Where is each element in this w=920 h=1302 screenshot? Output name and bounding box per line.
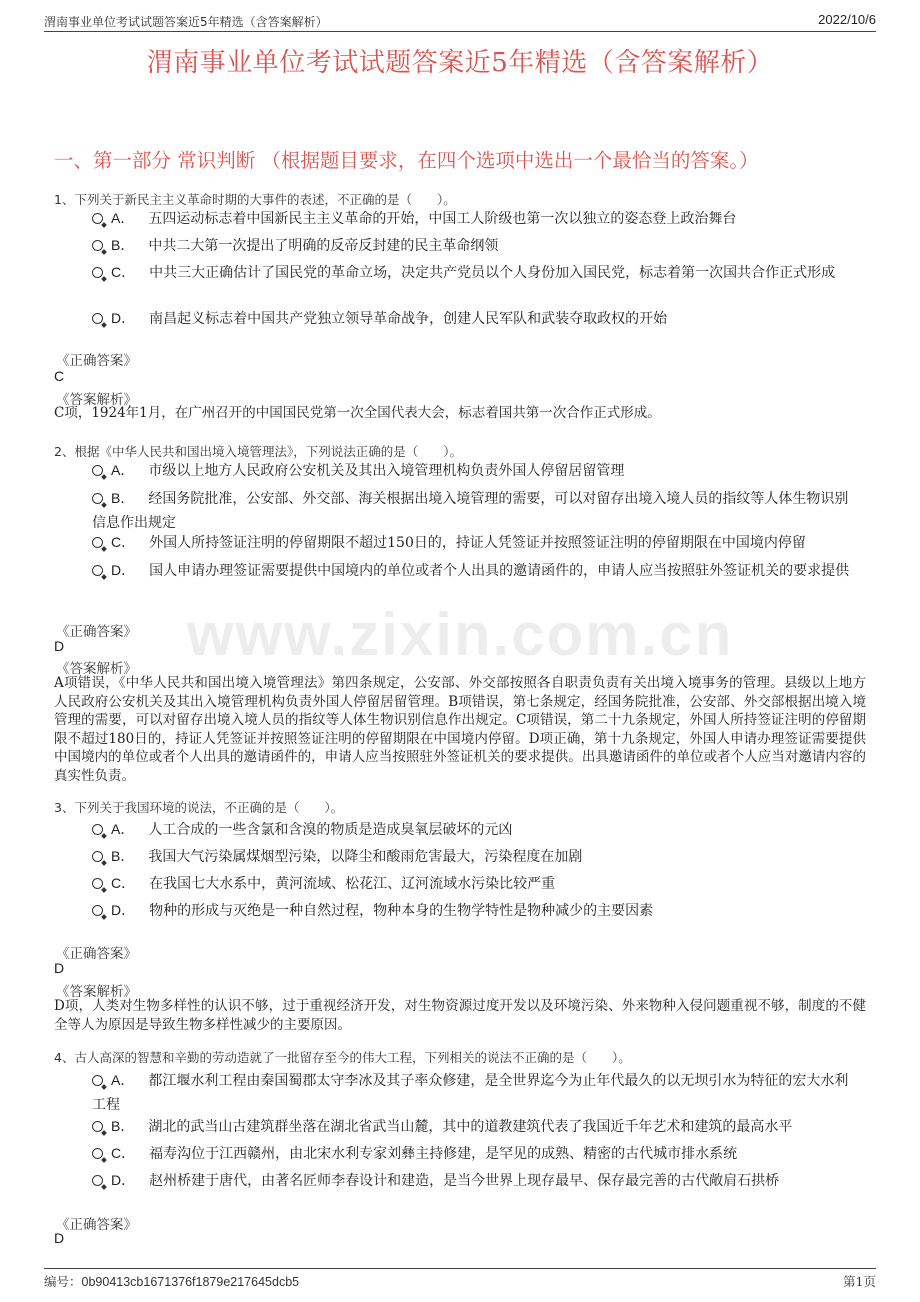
question-stem: 2、根据《中华人民共和国出境入境管理法》，下列说法正确的是（ ）。 xyxy=(54,444,462,459)
radio-icon[interactable] xyxy=(92,905,103,916)
radio-icon[interactable] xyxy=(92,1121,103,1132)
document-code xyxy=(44,1272,299,1290)
option-c[interactable]: C． 中共三大正确估计了国民党的革命立场，决定共产党员以个人身份加入国民党，标志着第一次国共合作正式形成 xyxy=(92,260,862,285)
document-code-value: 0b90413cb1671376f1879e217645dcb5 xyxy=(81,1275,300,1289)
header-date: 2022/10/6 xyxy=(818,12,876,27)
analysis-label: 《答案解析》 xyxy=(56,661,137,677)
correct-answer-label: 《正确答案》 xyxy=(56,1217,137,1233)
option-a[interactable]: A． 五四运动标志着中国新民主主义革命的开始，中国工人阶级也第一次以独立的姿态登上政治舞台 xyxy=(92,206,862,231)
page-footer xyxy=(44,1272,876,1290)
correct-answer: C xyxy=(54,368,65,384)
radio-icon[interactable] xyxy=(92,1175,103,1186)
radio-icon[interactable] xyxy=(92,313,103,324)
page-number: 第1页 xyxy=(843,1274,876,1289)
radio-icon[interactable] xyxy=(92,851,103,862)
analysis-text: C项，1924年1月，在广州召开的中国国民党第一次全国代表大会，标志着国共第一次合作正式形成。 xyxy=(54,405,661,421)
radio-icon[interactable] xyxy=(92,878,103,889)
watermark: www.zixin.com.cn xyxy=(186,601,734,668)
question-stem: 3、下列关于我国环境的说法，不正确的是（ ）。 xyxy=(54,800,344,815)
option-a[interactable]: A． 市级以上地方人民政府公安机关及其出入境管理机构负责外国人停留居留管理 xyxy=(92,458,862,483)
header-doc-title: 渭南事业单位考试试题答案近5年精选（含答案解析） xyxy=(44,15,328,29)
option-b[interactable]: B． 经国务院批准，公安部、外交部、海关根据出境入境管理的需要，可以对留存出境入境人员的指纹等人体生物识别信息作出规定 xyxy=(92,490,849,531)
question-stem: 4、古人高深的智慧和辛勤的劳动造就了一批留存至今的伟大工程，下列相关的说法不正确的是（ ）。 xyxy=(54,1050,631,1065)
radio-icon[interactable] xyxy=(92,493,103,504)
analysis-text: D项，人类对生物多样性的认识不够，过于重视经济开发，对生物资源过度开发以及环境污染、外来物种入侵问题重视不够，制度的不健全等人为原因是导致生物多样性减少的主要原因。 xyxy=(54,998,866,1033)
radio-icon[interactable] xyxy=(92,465,103,476)
option-d[interactable]: D． 国人申请办理签证需要提供中国境内的单位或者个人出具的邀请函件的，申请人应当按照驻外签证机关的要求提供 xyxy=(92,558,862,583)
radio-icon[interactable] xyxy=(92,824,103,835)
option-b[interactable]: B． 我国大气污染属煤烟型污染，以降尘和酸雨危害最大，污染程度在加剧 xyxy=(92,844,862,869)
option-d[interactable]: D． 赵州桥建于唐代，由著名匠师李春设计和建造，是当今世界上现存最早、保存最完善的古代敞肩石拱桥 xyxy=(92,1168,862,1193)
option-b[interactable]: B． 中共二大第一次提出了明确的反帝反封建的民主革命纲领 xyxy=(92,233,862,258)
correct-answer: D xyxy=(54,960,65,976)
option-b[interactable]: B． 湖北的武当山古建筑群坐落在湖北省武当山麓，其中的道教建筑代表了我国近千年艺术和建筑的最高水平 xyxy=(92,1114,862,1139)
option-d[interactable]: D． 物种的形成与灭绝是一种自然过程，物种本身的生物学特性是物种减少的主要因素 xyxy=(92,898,862,923)
document-title: 渭南事业单位考试试题答案近5年精选（含答案解析） xyxy=(146,48,774,78)
radio-icon[interactable] xyxy=(92,1075,103,1086)
radio-icon[interactable] xyxy=(92,565,103,576)
radio-icon[interactable] xyxy=(92,537,103,548)
correct-answer-label: 《正确答案》 xyxy=(56,946,137,962)
header-divider xyxy=(44,31,876,32)
option-c[interactable]: C． 在我国七大水系中，黄河流域、松花江、辽河流域水污染比较严重 xyxy=(92,871,862,896)
correct-answer: D xyxy=(54,1230,65,1246)
radio-icon[interactable] xyxy=(92,1148,103,1159)
option-a[interactable]: A． 都江堰水利工程由秦国蜀郡太守李冰及其子率众修建，是全世界迄今为止年代最久的以无坝引水为特征的宏大水利工程 xyxy=(92,1072,849,1113)
option-a[interactable]: A． 人工合成的一些含氯和含溴的物质是造成臭氧层破坏的元凶 xyxy=(92,817,862,842)
radio-icon[interactable] xyxy=(92,240,103,251)
option-c[interactable]: C． 福寿沟位于江西赣州，由北宋水利专家刘彝主持修建，是罕见的成熟、精密的古代城市排水系统 xyxy=(92,1141,862,1166)
option-d[interactable]: D． 南昌起义标志着中国共产党独立领导革命战争，创建人民军队和武装夺取政权的开始 xyxy=(92,306,862,331)
correct-answer-label: 《正确答案》 xyxy=(56,624,137,640)
analysis-label: 《答案解析》 xyxy=(56,392,137,408)
question-stem: 1、下列关于新民主主义革命时期的大事件的表述，不正确的是（ ）。 xyxy=(54,192,456,207)
correct-answer-label: 《正确答案》 xyxy=(56,353,137,369)
radio-icon[interactable] xyxy=(92,213,103,224)
correct-answer: D xyxy=(54,638,65,654)
analysis-text: A项错误，《中华人民共和国出境入境管理法》第四条规定，公安部、外交部按照各自职责负责有关出境入境事务的管理。县级以上地方人民政府公安机关及其出入境管理机构负责外国人停留居留管理。B项错误，第七条规定，经国务院批准，公安部、外交部根据出境入境管理的需要，可以对留存出境入境人员的指纹等人体生物识别信息作出规定。C项错误，第二十九条规定，外国人所持签证注明的停留期限不超过180日的，持证人凭签证并按照签证注明的停留期限在中国境内停留。D项正确，第十九条规定，外国人申请办理签证需要提供中国境内的单位或者个人出具的邀请函件的，申请人应当按照驻外签证机关的要求提供。出具邀请函件的单位或者个人应当对邀请内容的真实性负责。 xyxy=(54,675,866,784)
radio-icon[interactable] xyxy=(92,267,103,278)
option-c[interactable]: C． 外国人所持签证注明的停留期限不超过150日的，持证人凭签证并按照签证注明的停留期限在中国境内停留 xyxy=(92,530,862,555)
page-header xyxy=(44,10,876,30)
analysis-label: 《答案解析》 xyxy=(56,984,137,1000)
document-code-label: 编号： xyxy=(44,1274,82,1289)
footer-divider xyxy=(44,1268,876,1269)
section-heading: 一、第一部分 常识判断 （根据题目要求，在四个选项中选出一个最恰当的答案。） xyxy=(54,149,759,172)
